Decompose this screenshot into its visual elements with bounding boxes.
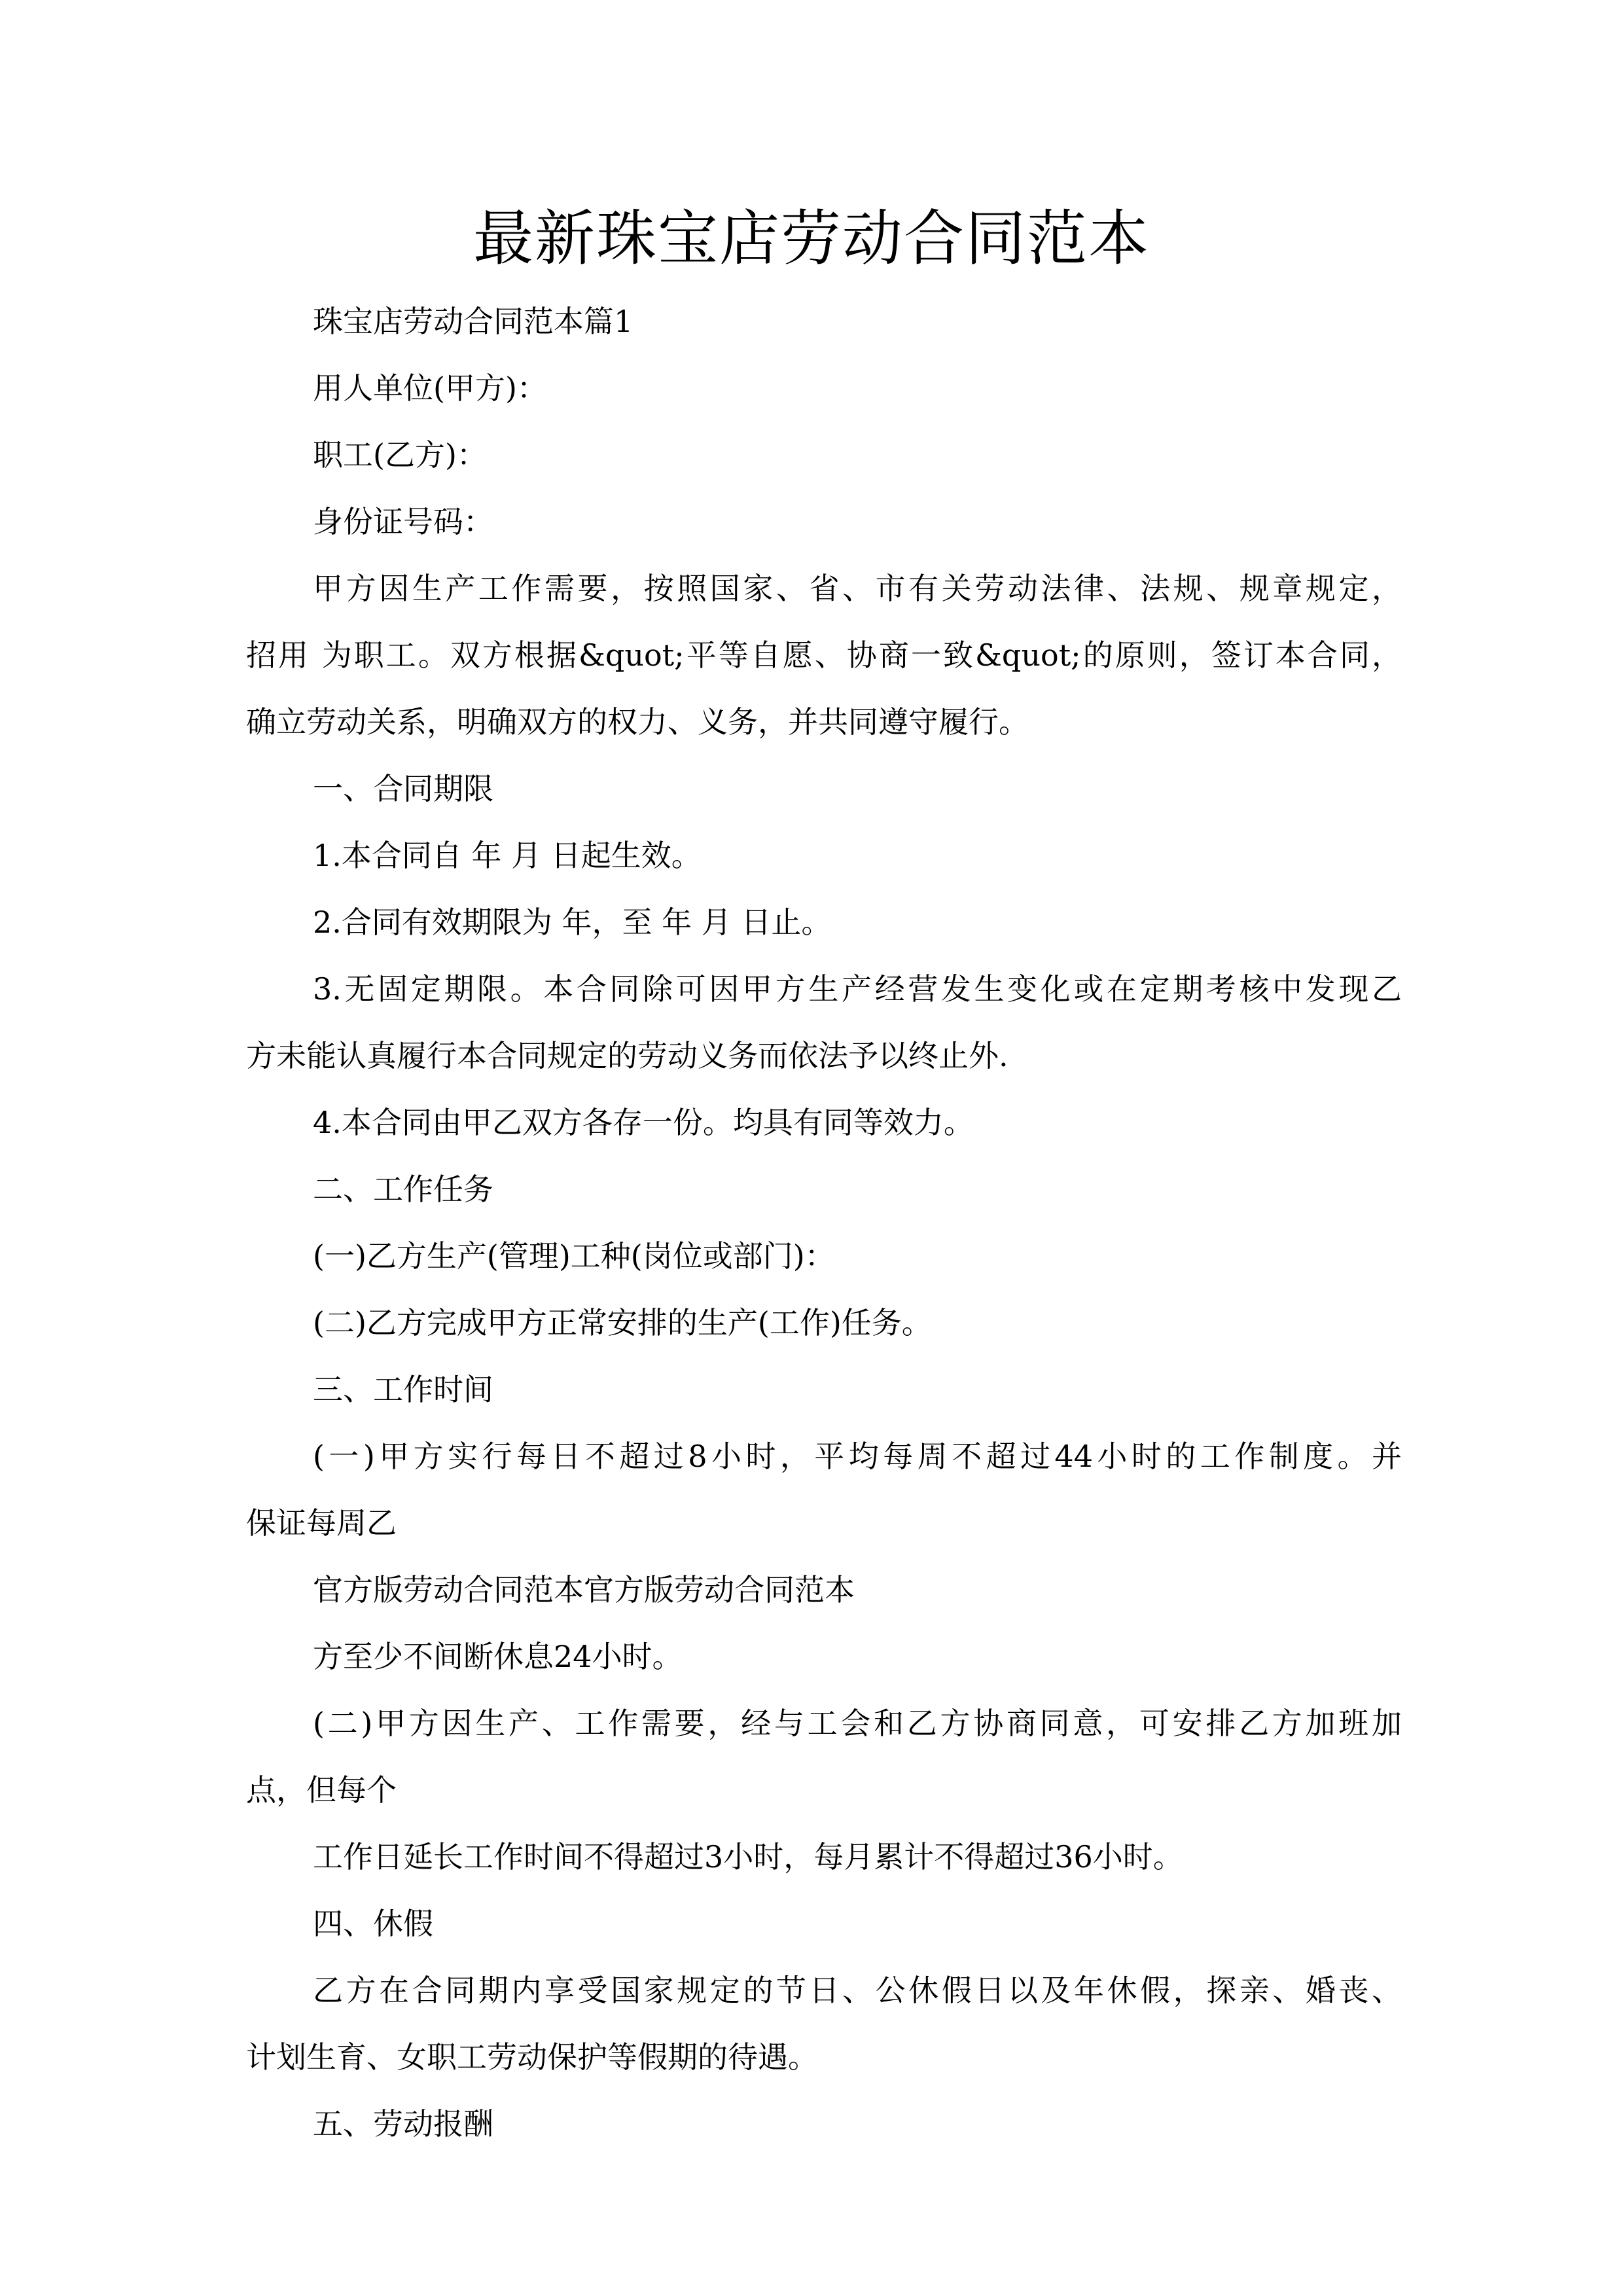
clause-line: 3.无固定期限。本合同除可因甲方生产经营发生变化或在定期考核中发现乙 [313,971,1402,1007]
clause-line: 工作日延长工作时间不得超过3小时，每月累计不得超过36小时。 [313,1839,1183,1874]
clause-line: (一)甲方实行每日不超过8小时，平均每周不超过44小时的工作制度。并 [313,1439,1402,1474]
paragraph-line: 甲方因生产工作需要，按照国家、省、市有关劳动法律、法规、规章规定， [313,571,1402,606]
field-id-number: 身份证号码： [313,504,493,539]
watermark-line: 官方版劳动合同范本官方版劳动合同范本 [313,1572,855,1607]
section-heading-tasks: 二、工作任务 [313,1172,493,1207]
section-subtitle: 珠宝店劳动合同范本篇1 [313,304,633,339]
paragraph-line: 乙方在合同期内享受国家规定的节日、公休假日以及年休假，探亲、婚丧、 [313,1973,1402,2008]
clause-line: 方至少不间断休息24小时。 [313,1639,683,1674]
clause-line: (一)乙方生产(管理)工种(岗位或部门)： [313,1238,835,1274]
document-title: 最新珠宝店劳动合同范本 [473,204,1150,274]
clause-line: (二)甲方因生产、工作需要，经与工会和乙方协商同意，可安排乙方加班加 [313,1706,1402,1741]
section-heading-term: 一、合同期限 [313,771,493,806]
clause-line: 4.本合同由甲乙双方各存一份。均具有同等效力。 [313,1105,974,1140]
clause-line: 2.合同有效期限为 年，至 年 月 日止。 [313,905,832,940]
paragraph-line: 确立劳动关系，明确双方的权力、义务，并共同遵守履行。 [246,704,1029,740]
clause-line: (二)乙方完成甲方正常安排的生产(工作)任务。 [313,1305,932,1340]
clause-line: 保证每周乙 [246,1505,397,1541]
clause-line: 1.本合同自 年 月 日起生效。 [313,838,702,873]
paragraph-line: 计划生育、女职工劳动保护等假期的待遇。 [246,2039,818,2075]
section-heading-leave: 四、休假 [313,1906,433,1941]
section-heading-hours: 三、工作时间 [313,1372,493,1407]
field-employer: 用人单位(甲方)： [313,370,547,406]
section-heading-pay: 五、劳动报酬 [313,2106,493,2142]
document-body [246,288,1402,2157]
clause-line: 点，但每个 [246,1772,397,1808]
clause-line: 方未能认真履行本合同规定的劳动义务而依法予以终止外. [246,1038,1008,1073]
paragraph-line: 招用 为职工。双方根据&quot;平等自愿、协商一致&quot;的原则，签订本合同， [246,637,1402,673]
field-employee: 职工(乙方)： [313,437,487,473]
